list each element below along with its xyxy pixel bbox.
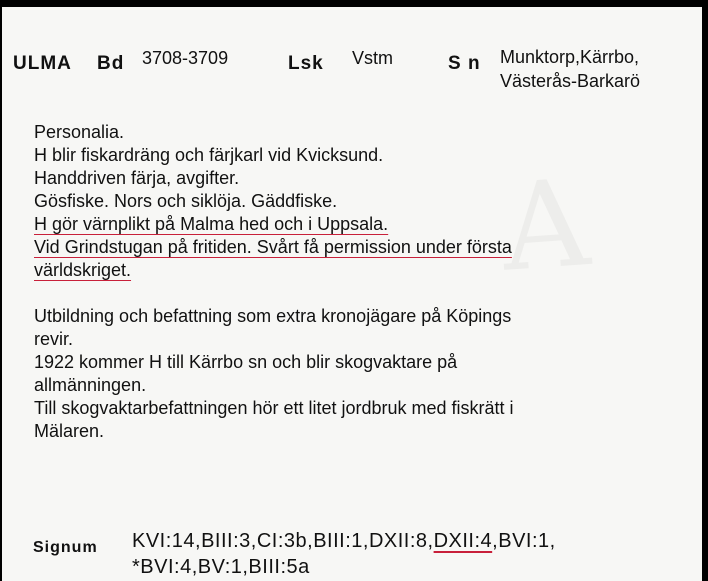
underlined-text: H gör värnplikt på Malma hed och i Uppsala. bbox=[34, 214, 389, 234]
body-line: H blir fiskardräng och färjkarl vid Kvicksund. bbox=[34, 145, 384, 165]
archive-card bbox=[2, 7, 702, 581]
body-line: Utbildning och befattning som extra kronojägare på Köpings bbox=[34, 306, 512, 326]
signum-marked-code: DXII:4 bbox=[433, 530, 493, 552]
body-line: 1922 kommer H till Kärrbo sn och blir skogvaktare på bbox=[34, 352, 458, 372]
card-header bbox=[2, 7, 702, 117]
body-line: allmänningen. bbox=[34, 375, 147, 395]
card-body bbox=[34, 121, 514, 443]
underlined-text: världskriget. bbox=[34, 260, 132, 280]
body-line: Till skogvaktarbefattningen hör ett litet jordbruk med fiskrätt i bbox=[34, 398, 514, 418]
province-label: Lsk bbox=[288, 53, 324, 74]
province-value: Vstm bbox=[352, 48, 394, 68]
parish-value bbox=[500, 45, 640, 93]
signum-line bbox=[132, 528, 556, 554]
volume-value: 3708-3709 bbox=[142, 48, 229, 68]
body-line: Handdriven färja, avgifter. bbox=[34, 168, 240, 188]
body-line bbox=[34, 236, 514, 259]
volume-label: Bd bbox=[97, 53, 125, 74]
parish-line: Munktorp,Kärrbo, bbox=[500, 47, 640, 67]
signum-codes: ,BVI:1, bbox=[492, 530, 556, 552]
signum-codes: KVI:14,BIII:3,CI:3b,BIII:1,DXII:8, bbox=[132, 530, 434, 552]
body-line: Mälaren. bbox=[34, 421, 105, 441]
body-line: Gösfiske. Nors och siklöja. Gäddfiske. bbox=[34, 191, 338, 211]
blank-line bbox=[34, 282, 514, 305]
body-line: revir. bbox=[34, 329, 74, 349]
body-line: Personalia. bbox=[34, 122, 125, 142]
signum-value bbox=[132, 528, 556, 580]
body-line bbox=[34, 213, 514, 236]
signum-label: Signum bbox=[33, 539, 98, 556]
parish-line: Västerås-Barkarö bbox=[500, 71, 641, 91]
archive-label: ULMA bbox=[13, 53, 72, 74]
signum-line: *BVI:4,BV:1,BIII:5a bbox=[132, 556, 310, 578]
parish-label: S n bbox=[448, 53, 481, 74]
underlined-text: Vid Grindstugan på fritiden. Svårt få permission under första bbox=[34, 237, 512, 257]
body-line bbox=[34, 259, 514, 282]
